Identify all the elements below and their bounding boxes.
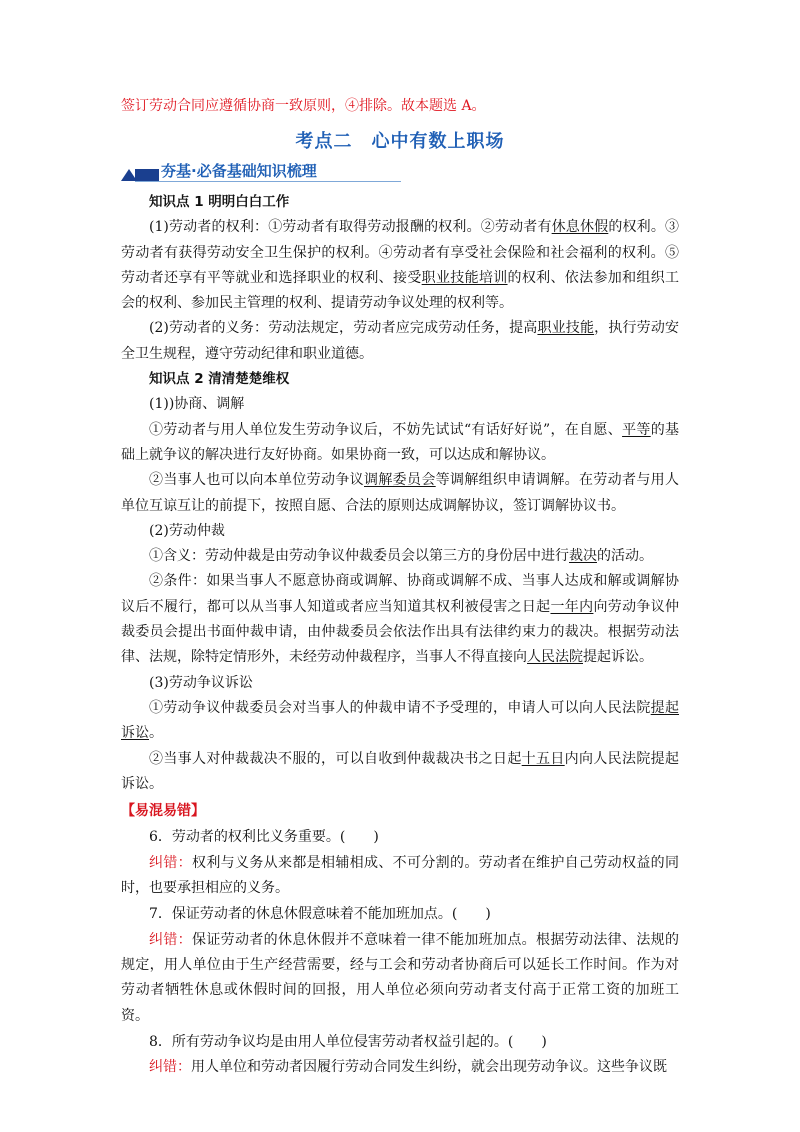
underlined-term: 休息休假 xyxy=(551,219,609,236)
underlined-term: 职业技能 xyxy=(537,320,595,337)
banner-bar-icon xyxy=(135,169,159,181)
correction-label: 纠错： xyxy=(149,854,192,871)
underlined-term: 人民法院 xyxy=(527,649,583,666)
mistake-question: 8．所有劳动争议均是由用人单位侵害劳动者权益引起的。( ) xyxy=(149,1033,547,1050)
answer-note: 签订劳动合同应遵循协商一致原则，④排除。故本题选 A。 xyxy=(121,98,486,114)
underlined-term: 平等 xyxy=(622,421,651,438)
underlined-term: 职业技能培训 xyxy=(421,269,508,286)
underlined-term: 十五日 xyxy=(521,750,565,767)
banner-label: 夯基·必备基础知识梳理 xyxy=(161,162,317,180)
mistake-correction: 纠错：用人单位和劳动者因履行劳动合同发生纠纷，就会出现劳动争议。这些争议既 xyxy=(149,1059,667,1076)
kp2-mediation-paragraph: ②当事人也可以向本单位劳动争议调解委员会等调解组织申请调解。在劳动者与用人单位互谅互让的前提下，按照自愿、合法的原则达成调解协议，签订调解协议书。 xyxy=(121,472,680,514)
kp1-duties-paragraph: (2)劳动者的义务：劳动法规定，劳动者应完成劳动任务，提高职业技能，执行劳动安全卫生规程，遵守劳动纪律和职业道德。 xyxy=(121,320,679,362)
underlined-term: 调解委员会 xyxy=(364,472,436,489)
mistakes-tag: 【易混易错】 xyxy=(121,803,205,820)
kp2-negotiation-paragraph: ①劳动者与用人单位发生劳动争议后，不妨先试试“有话好好说”，在自愿、平等的基础上就争议的解决进行友好协商。如果协商一致，可以达成和解协议。 xyxy=(121,421,680,463)
kp2-arbitration-conditions: ②条件：如果当事人不愿意协商或调解、协商或调解不成、当事人达成和解或调解协议后不履行，都可以从当事人知道或者应当知道其权利被侵害之日起一年内向劳动争议仲裁委员会提出书面仲裁申请，由仲裁委员会依法作出具有法律约束力的裁决。根据劳动法律、法规，除特定情形外，未经劳动仲裁程序，当事人不得直接向人民法院提起诉讼。 xyxy=(121,573,680,666)
correction-label: 纠错： xyxy=(149,931,192,948)
kp2-sub1-title: (1))协商、调解 xyxy=(149,396,245,413)
mistake-correction: 纠错：保证劳动者的休息休假并不意味着一律不能加班加点。根据劳动法律、法规的规定，用人单位由于生产经营需要，经与工会和劳动者协商后可以延长工作时间。作为对劳动者牺牲休息或休假时间的回报，用人单位必须向劳动者支付高于正常工资的加班工资。 xyxy=(121,931,679,1024)
mistake-correction: 纠错：权利与义务从来都是相辅相成、不可分割的。劳动者在维护自己劳动权益的同时，也要承担相应的义务。 xyxy=(121,854,679,897)
kp2-litigation-paragraph-1: ①劳动争议仲裁委员会对当事人的仲裁申请不予受理的，申请人可以向人民法院提起诉讼。 xyxy=(121,699,680,742)
kp2-litigation-paragraph-2: ②当事人对仲裁裁决不服的，可以自收到仲裁裁决书之日起十五日内向人民法院提起诉讼。 xyxy=(121,750,680,792)
kp1-heading: 知识点 1 明明白白工作 xyxy=(149,194,290,210)
kp2-sub3-title: (3)劳动争议诉讼 xyxy=(149,674,253,691)
banner-underline xyxy=(135,181,401,182)
section-title: 考点二 心中有数上职场 xyxy=(295,131,505,152)
kp2-arbitration-meaning: ①含义：劳动仲裁是由劳动争议仲裁委员会以第三方的身份居中进行裁决的活动。 xyxy=(149,548,653,565)
section-banner xyxy=(121,160,401,182)
mistake-question: 6．劳动者的权利比义务重要。( ) xyxy=(149,829,379,846)
content-body xyxy=(121,190,679,1080)
underlined-term: 一年内 xyxy=(550,598,594,615)
underlined-term: 提起诉讼 xyxy=(121,699,680,742)
kp2-sub2-title: (2)劳动仲裁 xyxy=(149,522,225,539)
kp1-rights-paragraph: (1)劳动者的权利：①劳动者有取得劳动报酬的权利。②劳动者有休息休假的权利。③劳动者有获得劳动安全卫生保护的权利。④劳动者有享受社会保险和社会福利的权利。⑤劳动者还享有平等就业和选择职业的权利、接受职业技能培训的权利、依法参加和组织工会的权利、参加民主管理的权利、提请劳动争议处理的权利等。 xyxy=(121,219,680,312)
mistake-question: 7．保证劳动者的休息休假意味着不能加班加点。( ) xyxy=(149,906,491,923)
correction-label: 纠错： xyxy=(149,1059,191,1076)
underlined-term: 裁决 xyxy=(569,548,597,565)
kp2-heading: 知识点 2 清清楚楚维权 xyxy=(149,371,290,388)
